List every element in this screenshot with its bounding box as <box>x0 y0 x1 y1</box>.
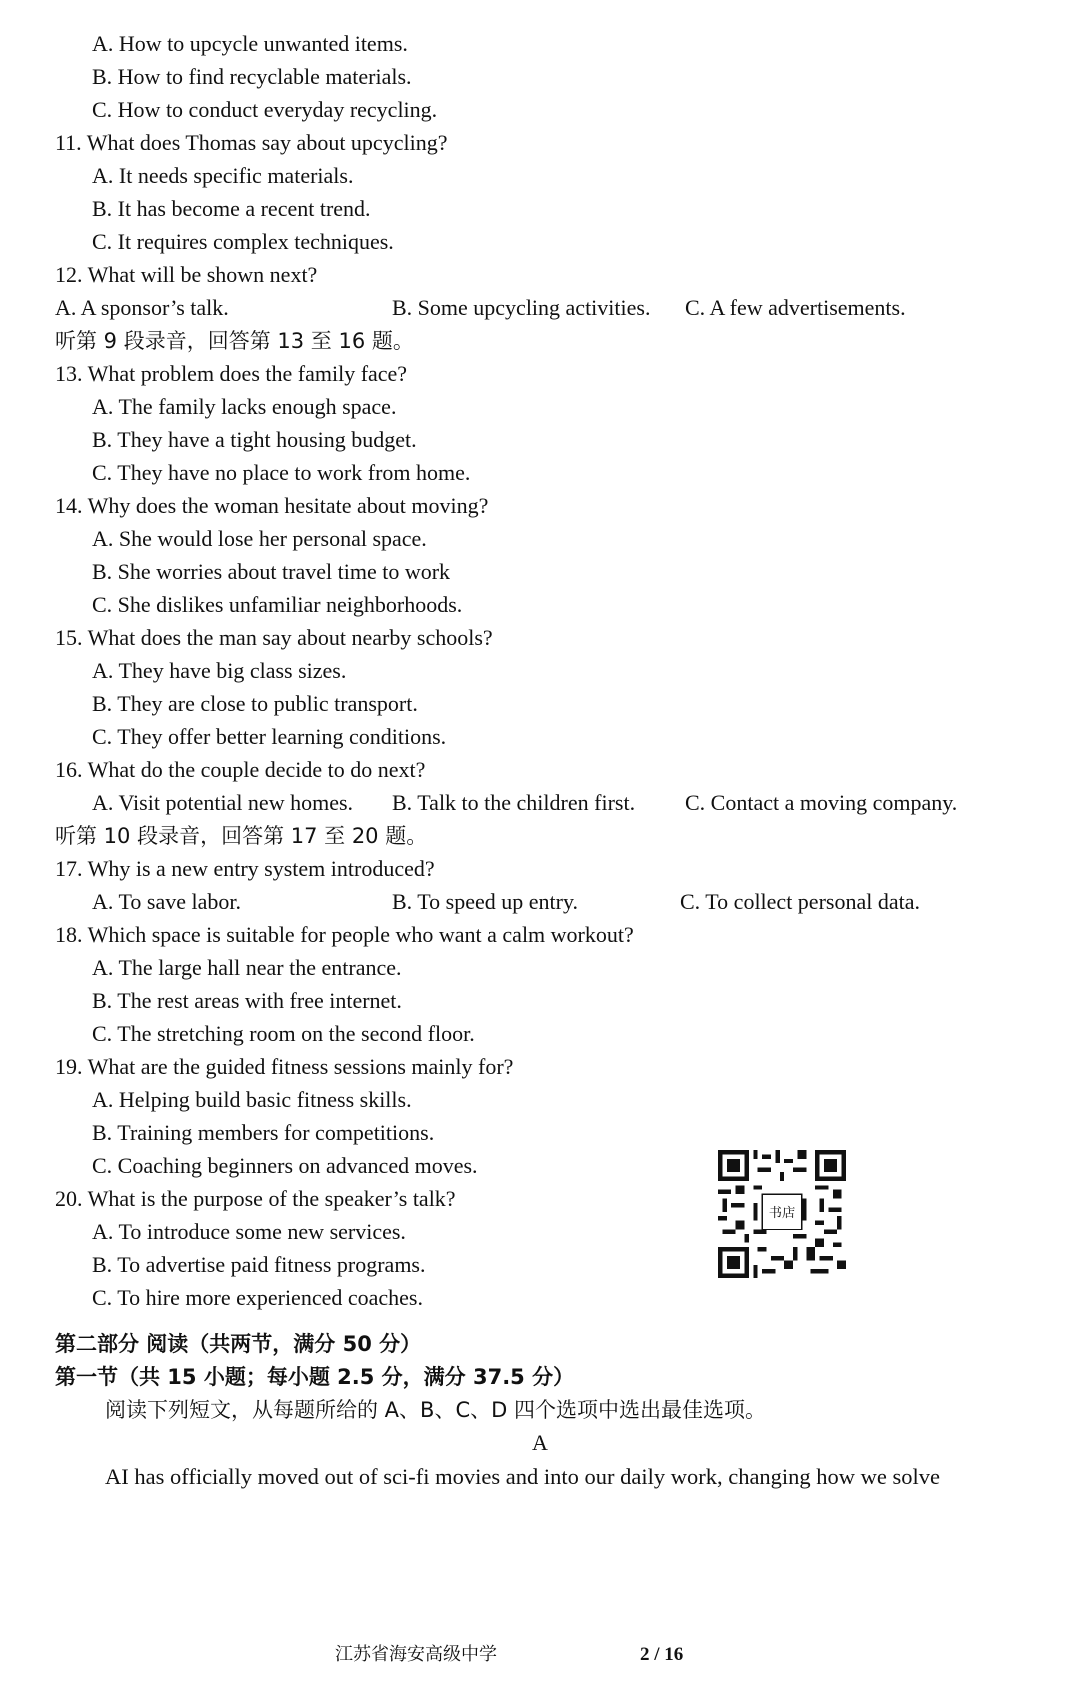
q20-option-b: B. To advertise paid fitness programs. <box>92 1252 426 1277</box>
q16-option-a: A. Visit potential new homes. <box>92 790 354 815</box>
q13-option-c: C. They have no place to work from home. <box>92 460 471 485</box>
q19-option-c: C. Coaching beginners on advanced moves. <box>92 1153 478 1178</box>
q15-stem: 15. What does the man say about nearby schools? <box>55 625 493 650</box>
q12-option-c: C. A few advertisements. <box>685 295 906 320</box>
passage-letter: A <box>532 1430 548 1455</box>
q13-option-b: B. They have a tight housing budget. <box>92 427 417 452</box>
q20-stem: 20. What is the purpose of the speaker’s talk? <box>55 1186 456 1211</box>
q19-option-b: B. Training members for competitions. <box>92 1120 435 1145</box>
q19-stem: 19. What are the guided fitness sessions mainly for? <box>55 1054 514 1079</box>
q18-option-c: C. The stretching room on the second floor. <box>92 1021 475 1046</box>
reading-instruction: 阅读下列短文，从每题所给的 A、B、C、D 四个选项中选出最佳选项。 <box>105 1398 766 1422</box>
q17-option-b: B. To speed up entry. <box>392 889 579 914</box>
q18-stem: 18. Which space is suitable for people who want a calm workout? <box>55 922 634 947</box>
q13-option-a: A. The family lacks enough space. <box>92 394 397 419</box>
q16-option-c: C. Contact a moving company. <box>685 790 958 815</box>
q14-option-c: C. She dislikes unfamiliar neighborhoods. <box>92 592 463 617</box>
q11-option-b: B. It has become a recent trend. <box>92 196 371 221</box>
q19-option-a: A. Helping build basic fitness skills. <box>92 1087 412 1112</box>
q12-stem: 12. What will be shown next? <box>55 262 318 287</box>
q13-stem: 13. What problem does the family face? <box>55 361 408 386</box>
qr-label: 书店 <box>768 1206 796 1222</box>
q15-option-b: B. They are close to public transport. <box>92 691 418 716</box>
q20-option-a: A. To introduce some new services. <box>92 1219 406 1244</box>
footer-school-name: 江苏省海安高级中学 <box>335 1644 497 1665</box>
q10-option-c: C. How to conduct everyday recycling. <box>92 97 438 122</box>
q17-option-c: C. To collect personal data. <box>680 889 920 914</box>
passage-first-line: AI has officially moved out of sci-fi movies and into our daily work, changing how we solve <box>105 1464 941 1489</box>
section-10-instruction: 听第 10 段录音，回答第 17 至 20 题。 <box>55 824 428 848</box>
q14-option-b: B. She worries about travel time to work <box>92 559 451 584</box>
q12-option-b: B. Some upcycling activities. <box>392 295 651 320</box>
q17-option-a: A. To save labor. <box>92 889 241 914</box>
section1-title: 第一节（共 15 小题；每小题 2.5 分，满分 37.5 分） <box>55 1365 575 1389</box>
q15-option-a: A. They have big class sizes. <box>92 658 347 683</box>
part2-title: 第二部分 阅读（共两节，满分 50 分） <box>55 1332 422 1356</box>
q11-stem: 11. What does Thomas say about upcycling? <box>55 130 448 155</box>
q11-option-a: A. It needs specific materials. <box>92 163 354 188</box>
q16-stem: 16. What do the couple decide to do next? <box>55 757 426 782</box>
q12-option-a: A. A sponsor’s talk. <box>55 295 229 320</box>
q16-option-b: B. Talk to the children first. <box>392 790 636 815</box>
qr-code-icon[interactable] <box>718 1150 846 1278</box>
section-9-instruction: 听第 9 段录音，回答第 13 至 16 题。 <box>55 329 414 353</box>
q20-option-c: C. To hire more experienced coaches. <box>92 1285 423 1310</box>
q15-option-c: C. They offer better learning conditions. <box>92 724 447 749</box>
footer-page-number: 2 / 16 <box>640 1644 684 1665</box>
q18-option-b: B. The rest areas with free internet. <box>92 988 402 1013</box>
q11-option-c: C. It requires complex techniques. <box>92 229 394 254</box>
q14-option-a: A. She would lose her personal space. <box>92 526 427 551</box>
q17-stem: 17. Why is a new entry system introduced? <box>55 856 435 881</box>
q10-option-b: B. How to find recyclable materials. <box>92 64 412 89</box>
q14-stem: 14. Why does the woman hesitate about moving? <box>55 493 489 518</box>
q10-option-a: A. How to upcycle unwanted items. <box>92 31 408 56</box>
q18-option-a: A. The large hall near the entrance. <box>92 955 402 980</box>
